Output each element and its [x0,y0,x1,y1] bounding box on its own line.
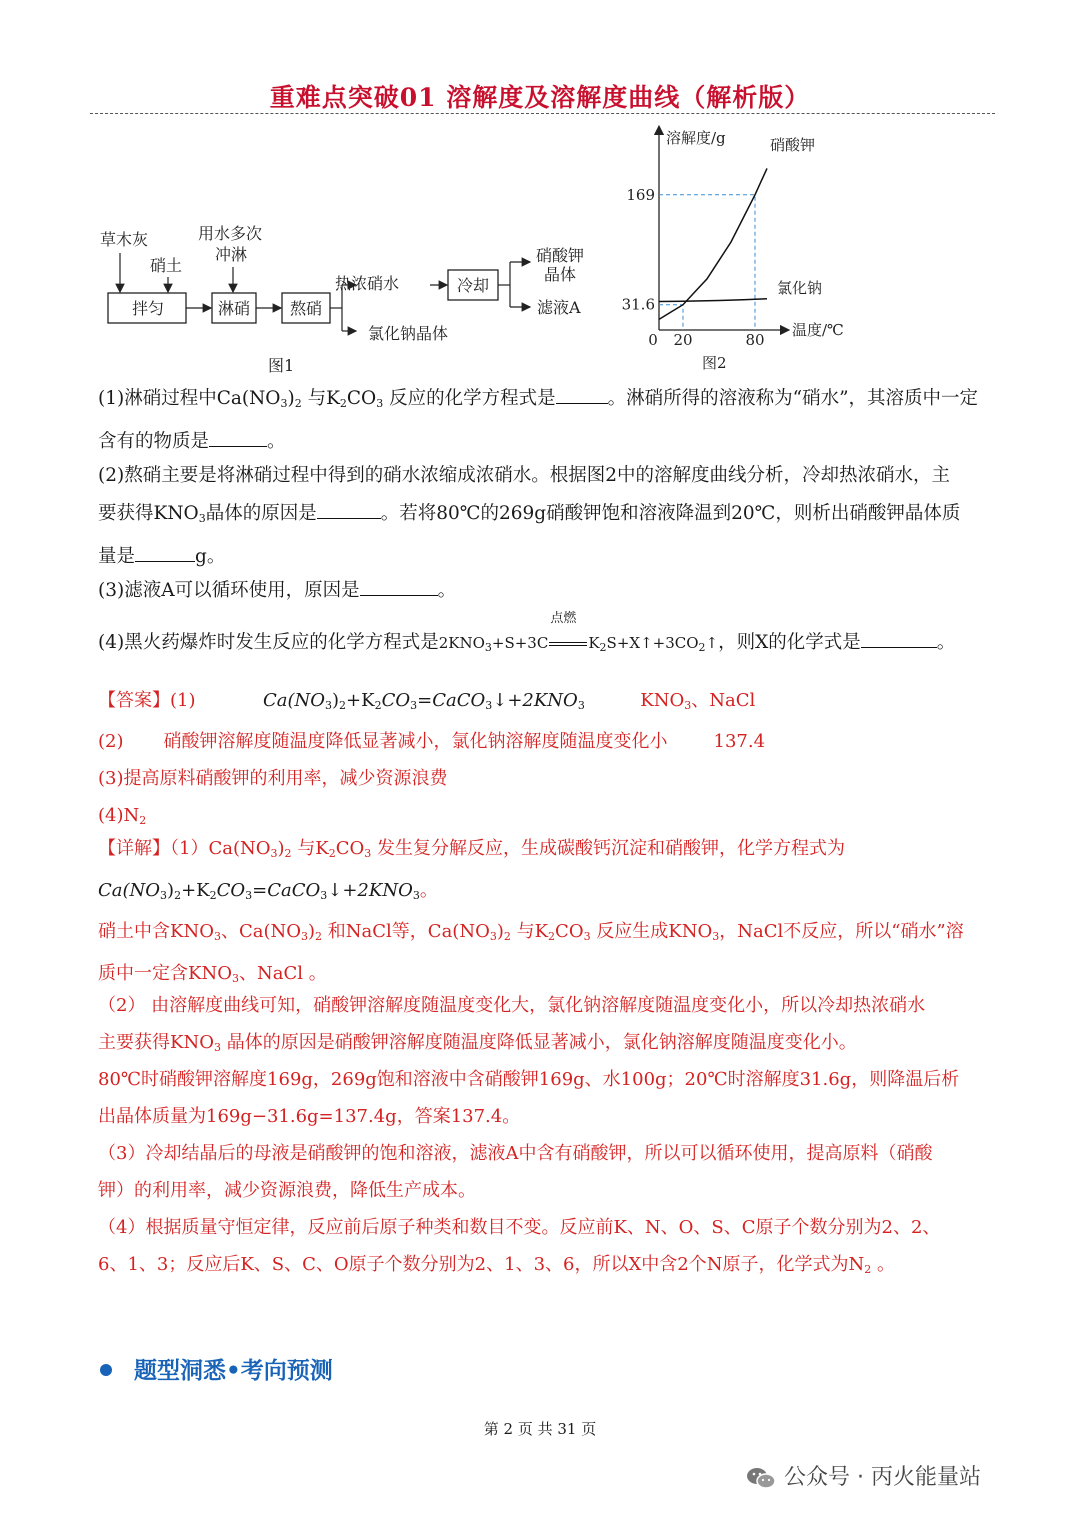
answer-2: (2) 硝酸钾溶解度随温度降低显著减小，氯化钠溶解度随温度变化小 137.4 [98,731,766,752]
explanation-1b: 硝土中含$KNO_3$、$Ca(NO_3)_2$ 和NaCl等，$Ca(NO_3)_2$ 与$K_2CO_3$ 反应生成$KNO_3$，NaCl不反应，所以“硝水”溶 质中一定含$KNO_3$、NaCl 。 [98,921,964,985]
blank-2a[interactable] [317,500,381,519]
chart-x-tick-20: 20 [673,331,693,349]
chart-y-tick-31-6: 31.6 [621,295,655,314]
chart-x-tick-0: 0 [648,331,658,349]
figure-1-flowchart [90,215,610,380]
svg-text:拌匀: 拌匀 [132,299,165,318]
answer-1: 【答案】(1) $Ca(NO_3)_2+K_2CO_3=CaCO_3↓+2KNO_3$ $KNO_3$、NaCl [98,690,756,712]
chart-caption: 图2 [702,354,727,372]
fig1-out-filtrate: 滤液A [537,298,581,317]
explanation-4: （4）根据质量守恒定律，反应前后原子种类和数目不变。反应前K、N、O、S、C原子个数分别为2、2、 6、1、3；反应后K、S、C、O原子个数分别为2、1、3、6，所以X中含2个N原子，化学式为$N_2$ 。 [98,1217,941,1276]
fig1-input-water-2: 冲淋 [215,245,248,264]
blank-1a[interactable] [556,385,608,404]
chart-legend-kno3: 硝酸钾 [770,136,816,154]
answer-3: (3)提高原料硝酸钾的利用率，减少资源浪费 [98,768,448,789]
svg-text:冷却: 冷却 [457,276,490,295]
question-3: (3)滤液A可以循环使用，原因是 。 [98,572,993,610]
fig1-input-grass-ash: 草木灰 [100,230,149,249]
page-title: 重难点突破01 溶解度及溶解度曲线（解析版） [269,83,811,112]
chart-series-kno3 [659,168,767,319]
chart-y-label: 溶解度/g [666,129,726,147]
fig1-out-nacl: 氯化钠晶体 [368,324,449,343]
explanation-2b: 80℃时硝酸钾溶解度169g，269g饱和溶液中含硝酸钾169g、水100g；20℃时溶解度31.6g，则降温后析 出晶体质量为169g−31.6g=137.4g，答案137.4。 [98,1069,960,1127]
chart-series-nacl [659,299,767,302]
chart-x-label: 温度/℃ [792,321,844,339]
figure-2-solubility-chart [620,124,890,374]
chart-x-tick-80: 80 [745,331,765,349]
blank-3[interactable] [360,577,438,596]
fig1-out-kno3-2: 晶体 [544,265,577,284]
fig1-input-water-1: 用水多次 [198,224,263,243]
question-4: (4)黑火药爆炸时发生反应的化学方程式是$2KNO_3+S+3C$ 点燃 $K_2S+X↑+3CO_2↑$，则X的化学式是 。 [98,624,993,667]
wechat-watermark: 公众号 · 丙火能量站 [746,1460,981,1491]
fig1-caption: 图1 [268,356,295,375]
blank-4[interactable] [861,629,937,648]
fig1-out-kno3-1: 硝酸钾 [536,246,585,265]
svg-text:淋硝: 淋硝 [218,299,251,318]
bullet-icon [100,1364,112,1376]
page-number: 第 2 页 共 31 页 [483,1420,597,1438]
question-2: (2)熬硝主要是将淋硝过程中得到的硝水浓缩成浓硝水。根据图2中的溶解度曲线分析，冷却热浓硝水，主 要获得$KNO_3$晶体的原因是 。若将80℃的269g硝酸钾饱和溶液降温到20℃，则析出硝酸钾晶体质 量是 g。 [98,465,961,567]
explanation-2: （2） 由溶解度曲线可知，硝酸钾溶解度随温度变化大，氯化钠溶解度随温度变化小，所以冷却热浓硝水 主要获得$KNO_3$ 晶体的原因是硝酸钾溶解度随温度降低显著减小，氯化钠溶解度随温度变化小。 [98,995,926,1054]
chart-y-tick-169: 169 [626,185,655,204]
fig1-input-nitre-soil: 硝土 [150,256,183,275]
fig1-out-hot-liquor: 热浓硝水 [335,274,400,293]
question-1: (1)淋硝过程中$Ca(NO_3)_2$ 与$K_2CO_3$ 反应的化学方程式是 。淋硝所得的溶液称为“硝水”，其溶质中一定 含有的物质是 。 [98,380,993,461]
reaction-condition: 点燃 [550,611,577,626]
explanation-3: （3）冷却结晶后的母液是硝酸钾的饱和溶液，滤液A中含有硝酸钾，所以可以循环使用，提高原料（硝酸 钾）的利用率，减少资源浪费，降低生产成本。 [98,1143,933,1201]
svg-text:熬硝: 熬硝 [290,299,323,318]
answer-4: $(4)N_2$ [98,805,147,827]
blank-2b[interactable] [135,543,195,562]
wechat-icon [746,1466,776,1490]
explanation-1: 【详解】$(1)Ca(NO_3)_2$ 与$K_2CO_3$ 发生复分解反应，生成碳酸钙沉淀和硝酸钾，化学方程式为 $Ca(NO_3)_2+K_2CO_3=CaCO_3↓+2KNO_3$。 [98,838,845,902]
chart-legend-nacl: 氯化钠 [777,279,823,297]
blank-1b[interactable] [209,428,267,447]
section-heading: 题型洞悉•考向预测 [100,1352,333,1385]
title-divider [90,113,995,114]
